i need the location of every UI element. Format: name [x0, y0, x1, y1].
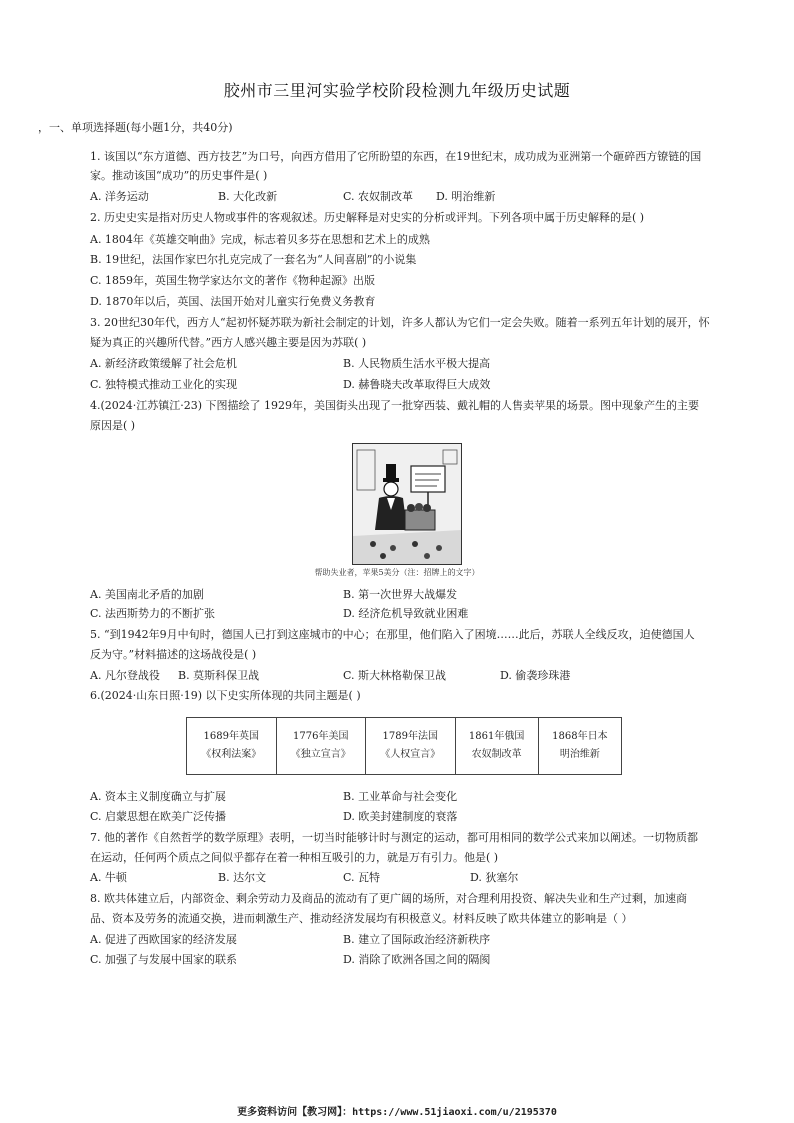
cell-line: 《独立宣言》 [290, 749, 351, 760]
table-cell [366, 718, 456, 775]
table-cell [187, 718, 277, 775]
cell-line: 农奴制改革 [471, 749, 522, 760]
table-cell [538, 718, 621, 775]
q4-option-d: D. 经济危机导致就业困难 [343, 607, 469, 620]
q7-option-b: B. 达尔文 [218, 871, 267, 884]
page-title: 胶州市三里河实验学校阶段检测九年级历史试题 [223, 81, 571, 100]
cell-line: 1776年美国 [293, 731, 349, 742]
footer-link[interactable]: 更多资料访问【教习网】：https://www.51jiaoxi.com/u/2195370 [237, 1107, 557, 1118]
q3-option-a: A. 新经济政策缓解了社会危机 [90, 357, 237, 370]
cell-line: 1689年英国 [203, 731, 259, 742]
table-row [187, 718, 622, 775]
q8-option-a: A. 促进了西欧国家的经济发展 [90, 933, 237, 946]
q5-option-b: B. 莫斯科保卫战 [178, 669, 260, 682]
cell-line: 《权利法案》 [201, 749, 262, 760]
table-cell [455, 718, 538, 775]
q4-stem-line2: 原因是( ) [90, 419, 136, 432]
q6-option-b: B. 工业革命与社会变化 [343, 790, 458, 803]
cell-line: 《人权宣言》 [380, 749, 441, 760]
q2-stem-line1: 2. 历史史实是指对历史人物或事件的客观叙述。历史解释是对史实的分析或评判。下列各项中属于历史解释的是( ) [90, 211, 645, 224]
q7-option-a: A. 牛顿 [90, 871, 127, 884]
q5-stem-line2: 反为守。”材料描述的这场战役是( ) [90, 648, 257, 661]
table-cell [276, 718, 366, 775]
cartoon-illustration-icon [353, 444, 461, 564]
q8-stem-line1: 8. 欧共体建立后，内部资金、剩余劳动力及商品的流动有了更广阔的场所，对合理利用投资、解决失业和生产过剩，加速商 [90, 892, 687, 905]
q1-option-c: C. 农奴制改革 [343, 190, 414, 203]
q1-option-b: B. 大化改新 [218, 190, 278, 203]
q4-option-b: B. 第一次世界大战爆发 [343, 588, 458, 601]
q1-option-d: D. 明治维新 [436, 190, 496, 203]
q5-option-a: A. 凡尔登战役 [90, 669, 160, 682]
q5-option-c: C. 斯大林格勒保卫战 [343, 669, 447, 682]
cell-line: 1861年俄国 [468, 731, 525, 742]
q4-stem-line1: 4.(2024·江苏镇江·23) 下图描绘了 1929年，美国街头出现了一批穿西装、戴礼帽的人售卖苹果的场景。图中现象产生的主要 [90, 399, 700, 412]
q8-option-d: D. 消除了欧洲各国之间的隔阂 [343, 953, 491, 966]
q4-option-a: A. 美国南北矛盾的加剧 [90, 588, 204, 601]
q6-option-d: D. 欧美封建制度的衰落 [343, 810, 458, 823]
q3-option-b: B. 人民物质生活水平极大提高 [343, 357, 491, 370]
q5-option-d: D. 偷袭珍珠港 [500, 669, 571, 682]
q3-option-c: C. 独特模式推动工业化的实现 [90, 378, 238, 391]
q6-option-a: A. 资本主义制度确立与扩展 [90, 790, 226, 803]
q5-stem-line1: 5. “到1942年9月中旬时，德国人已打到这座城市的中心；在那里，他们陷入了困境……此后，苏联人全线反攻，迫使德国人 [90, 628, 695, 641]
q8-option-b: B. 建立了国际政治经济新秩序 [343, 933, 491, 946]
q7-stem-line1: 7. 他的著作《自然哲学的数学原理》表明，一切当时能够计时与测定的运动，都可用相同的数学公式来加以阐述。一切物质都 [90, 831, 698, 844]
cell-line: 明治维新 [559, 749, 600, 760]
q6-events-table [186, 717, 622, 775]
q2-option-a: A. 1804年《英雄交响曲》完成，标志着贝多芬在思想和艺术上的成熟 [90, 233, 430, 246]
q7-option-c: C. 瓦特 [343, 871, 381, 884]
q2-option-b: B. 19世纪，法国作家巴尔扎克完成了一套名为“人间喜剧”的小说集 [90, 253, 417, 266]
q8-option-c: C. 加强了与发展中国家的联系 [90, 953, 238, 966]
cell-line: 1868年日本 [552, 731, 608, 742]
q1-option-a: A. 洋务运动 [90, 190, 149, 203]
q3-option-d: D. 赫鲁晓夫改革取得巨大成效 [343, 378, 491, 391]
cell-line: 1789年法国 [382, 731, 438, 742]
q6-option-c: C. 启蒙思想在欧美广泛传播 [90, 810, 227, 823]
q2-option-c: C. 1859年，英国生物学家达尔文的著作《物种起源》出版 [90, 274, 376, 287]
q6-stem-line1: 6.(2024·山东日照·19) 以下史实所体现的共同主题是( ) [90, 689, 361, 702]
q7-stem-line2: 在运动，任何两个质点之间似乎都存在着一种相互吸引的力，就是万有引力。他是( ) [90, 851, 499, 864]
q8-stem-line2: 品、资本及劳务的流通交换，进而刺激生产、推动经济发展均有积极意义。材料反映了欧共体建立的影响是（ ） [90, 912, 633, 925]
q1-stem-line2: 家。推动该国“成功”的历史事件是( ) [90, 169, 268, 182]
q3-stem-line1: 3. 20世纪30年代，西方人“起初怀疑苏联为新社会制定的计划，许多人都认为它们一定会失败。随着一系列五年计划的展开，怀 [90, 316, 710, 329]
q4-option-c: C. 法西斯势力的不断扩张 [90, 607, 216, 620]
q7-option-d: D. 狄塞尔 [470, 871, 519, 884]
section-header: ，一、单项选择题(每小题1分，共40分) [38, 121, 233, 134]
q2-option-d: D. 1870年以后，英国、法国开始对儿童实行免费义务教育 [90, 295, 376, 308]
apple-seller-cartoon-image [352, 443, 462, 565]
q1-stem-line1: 1. 该国以“东方道德、西方技艺”为口号，向西方借用了它所盼望的东西，在19世纪末，成功成为亚洲第一个砸碎西方镣链的国 [90, 150, 702, 163]
cartoon-caption: 帮助失业者，苹果5美分（注：招牌上的文字） [314, 568, 480, 577]
q3-stem-line2: 疑为真正的兴趣所代替。”西方人感兴趣主要是因为苏联( ) [90, 336, 367, 349]
